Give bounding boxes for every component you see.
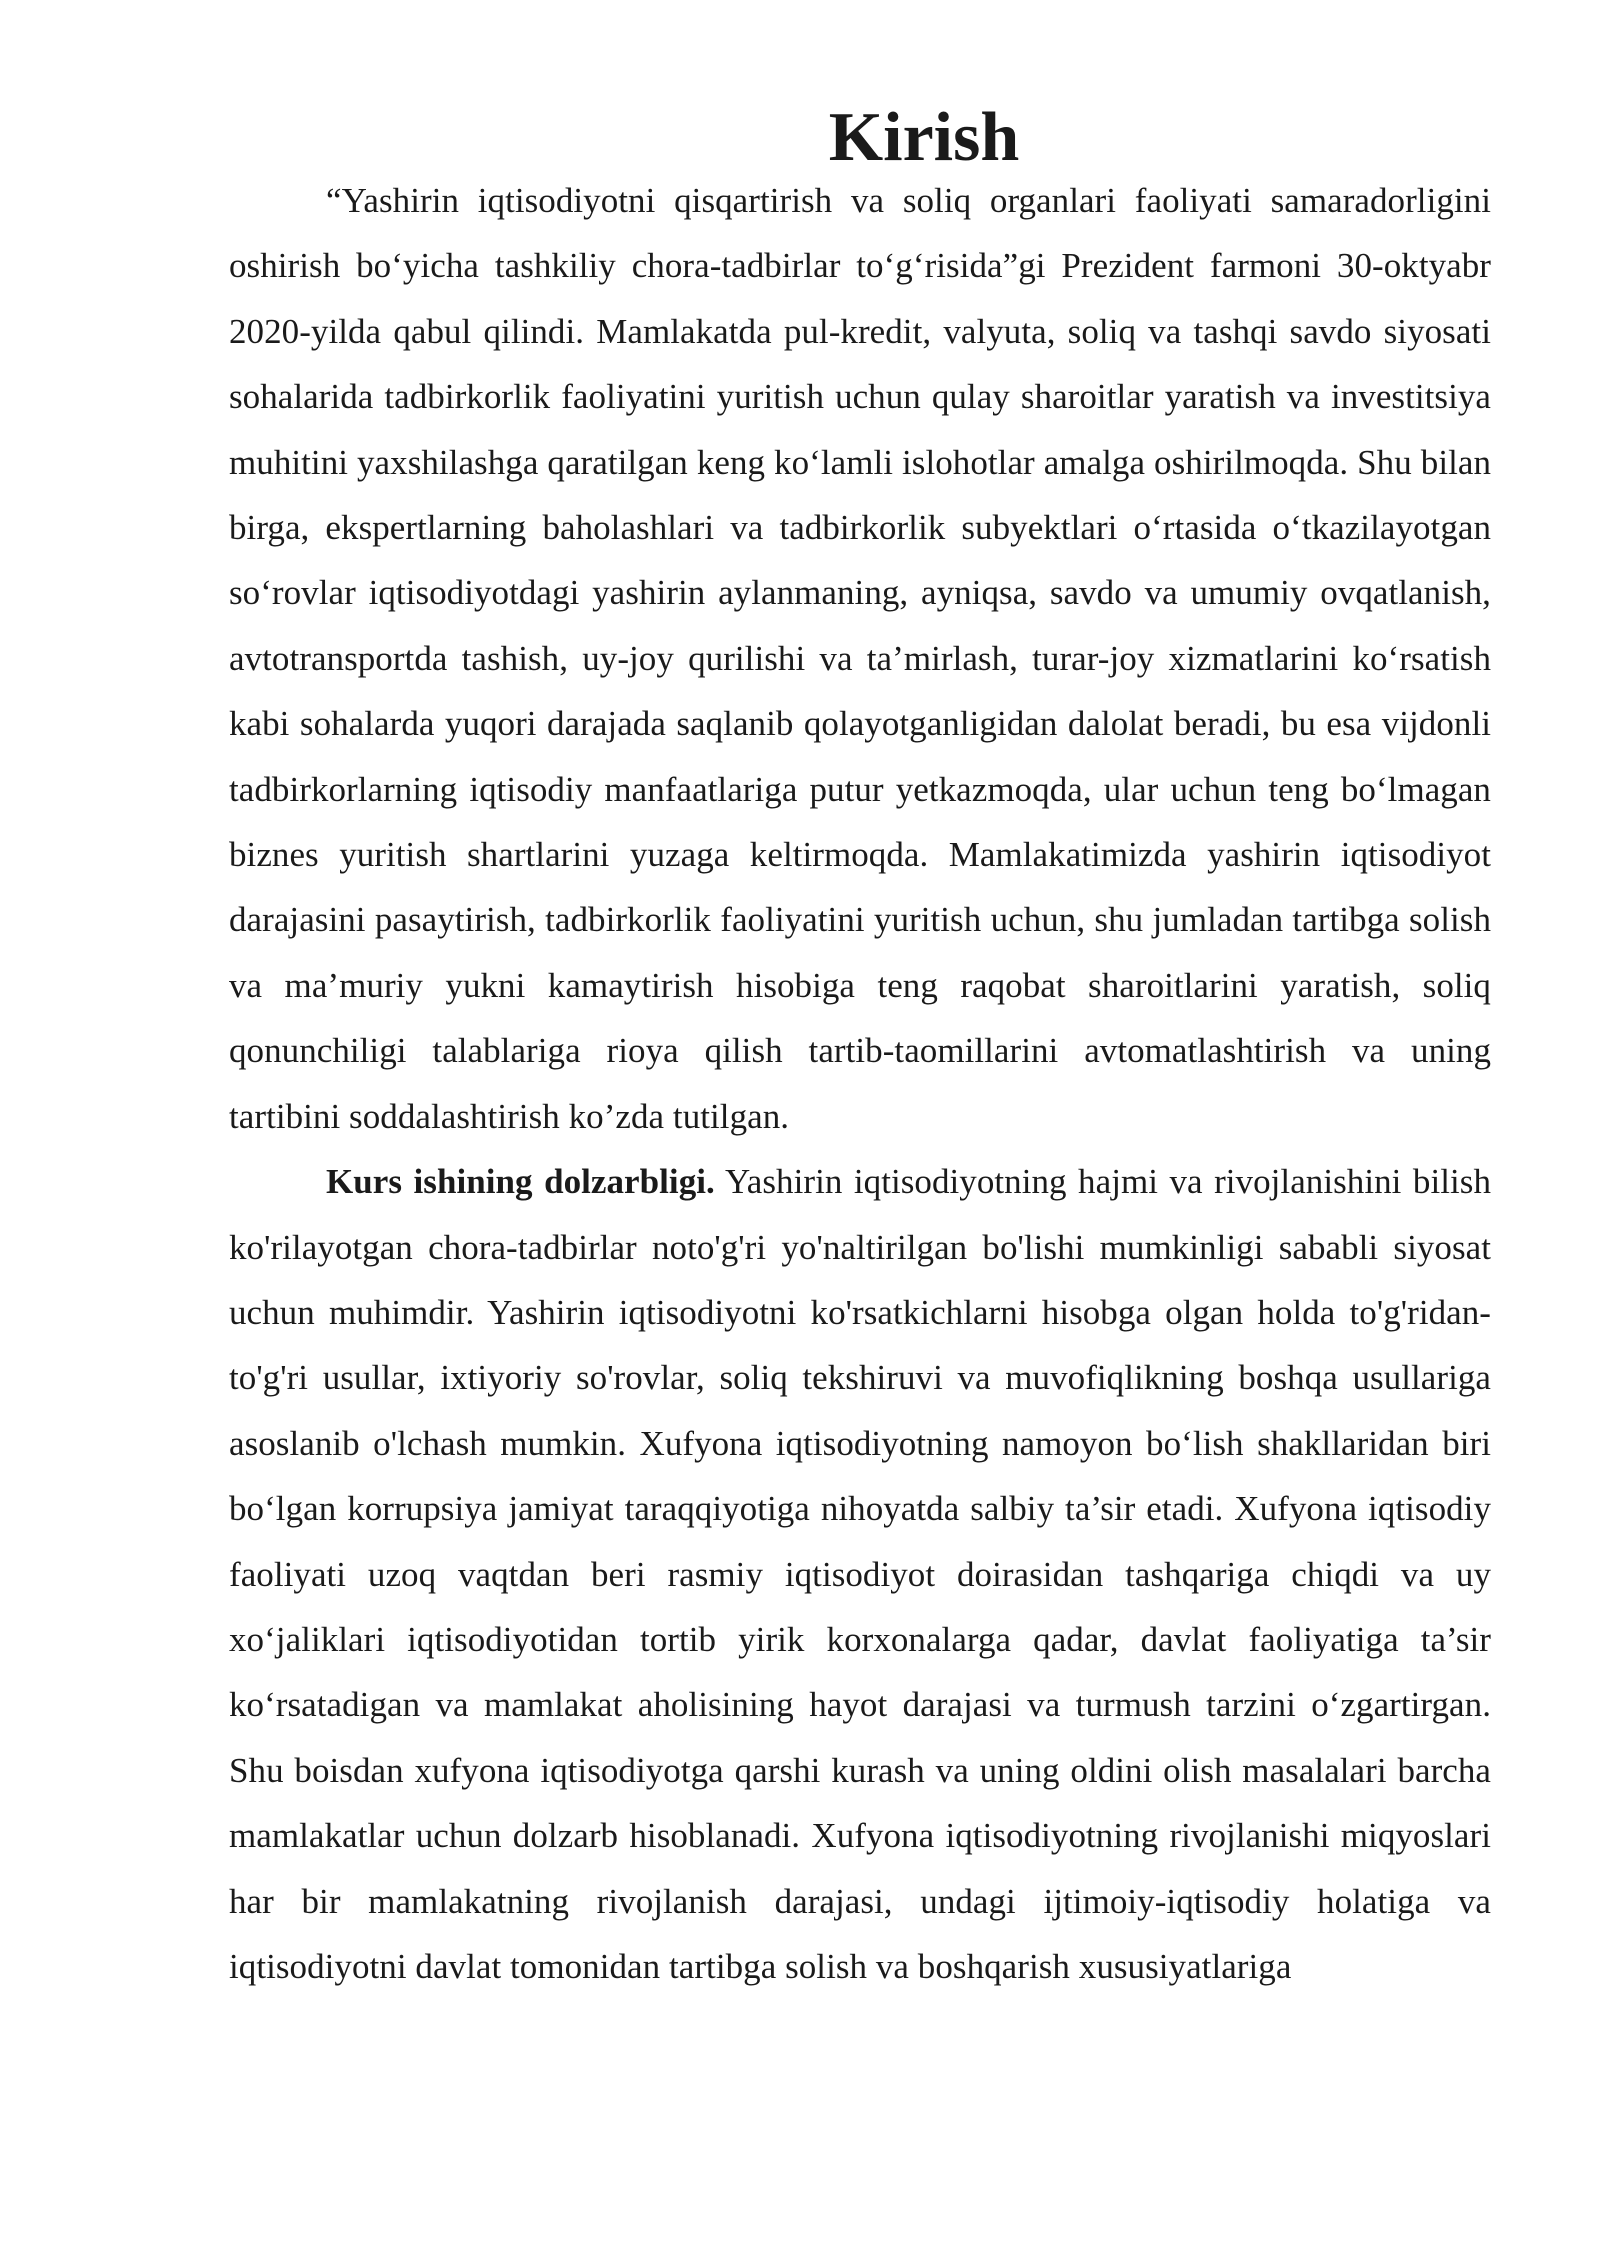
relevance-text: Yashirin iqtisodiyotning hajmi va rivojlanishini bilish ko'rilayotgan chora-tadbirlar noto'g'ri yo'naltirilgan bo'lishi mumkinligi sababli siyosat uchun muhimdir. Yashirin iqtisodiyotni ko'rsatkichlarni hisobga olgan holda to'g'ridan-to'g'ri usullar, ixtiyoriy so'rovlar, soliq tekshiruvi va muvofiqlikning boshqa usullariga asoslanib o'lchash mumkin. Xufyona iqtisodiyotning namoyon bo‘lish shakllaridan biri bo‘lgan korrupsiya jamiyat taraqqiyotiga nihoyatda salbiy ta’sir etadi. Xufyona iqtisodiy faoliyati uzoq vaqtdan beri rasmiy iqtisodiyot doirasidan tashqariga chiqdi va uy xo‘jaliklari iqtisodiyotidan tortib yirik korxonalarga qadar, davlat faoliyatiga ta’sir ko‘rsatadigan va mamlakat aholisining hayot darajasi va turmush tarzini o‘zgartirgan. Shu boisdan xufyona iqtisodiyotga qarshi kurash va uning oldini olish masalalari barcha mamlakatlar uchun dolzarb hisoblanadi. Xufyona iqtisodiyotning rivojlanishi miqyoslari har bir mamlakatning rivojlanish darajasi, undagi ijtimoiy-iqtisodiy holatiga va iqtisodiyotni davlat tomonidan tartibga solish va boshqarish xususiyatlariga	[229, 1162, 1491, 1986]
relevance-paragraph	[229, 1149, 1491, 1999]
relevance-heading: Kurs ishining dolzarbligi.	[326, 1162, 715, 1202]
section-title: Kirish	[828, 99, 1020, 176]
intro-paragraph: “Yashirin iqtisodiyotni qisqartirish va soliq organlari faoliyati samaradorligini oshirish bo‘yicha tashkiliy chora-tadbirlar to‘g‘risida”gi Prezident farmoni 30-oktyabr 2020-yilda qabul qilindi. Mamlakatda pul-kredit, valyuta, soliq va tashqi savdo siyosati sohalarida tadbirkorlik faoliyatini yuritish uchun qulay sharoitlar yaratish va investitsiya muhitini yaxshilashga qaratilgan keng ko‘lamli islohotlar amalga oshirilmoqda. Shu bilan birga, ekspertlarning baholashlari va tadbirkorlik subyektlari o‘rtasida o‘tkazilayotgan so‘rovlar iqtisodiyotdagi yashirin aylanmaning, ayniqsa, savdo va umumiy ovqatlanish, avtotransportda tashish, uy-joy qurilishi va ta’mirlash, turar-joy xizmatlarini ko‘rsatish kabi sohalarda yuqori darajada saqlanib qolayotganligidan dalolat beradi, bu esa vijdonli tadbirkorlarning iqtisodiy manfaatlariga putur yetkazmoqda, ular uchun teng bo‘lmagan biznes yuritish shartlarini yuzaga keltirmoqda. Mamlakatimizda yashirin iqtisodiyot darajasini pasaytirish, tadbirkorlik faoliyatini yuritish uchun, shu jumladan tartibga solish va ma’muriy yukni kamaytirish hisobiga teng raqobat sharoitlarini yaratish, soliq qonunchiligi talablariga rioya qilish tartib-taomillarini avtomatlashtirish va uning tartibini soddalashtirish ko’zda tutilgan.	[229, 181, 1491, 1136]
document-body	[229, 99, 1491, 1999]
